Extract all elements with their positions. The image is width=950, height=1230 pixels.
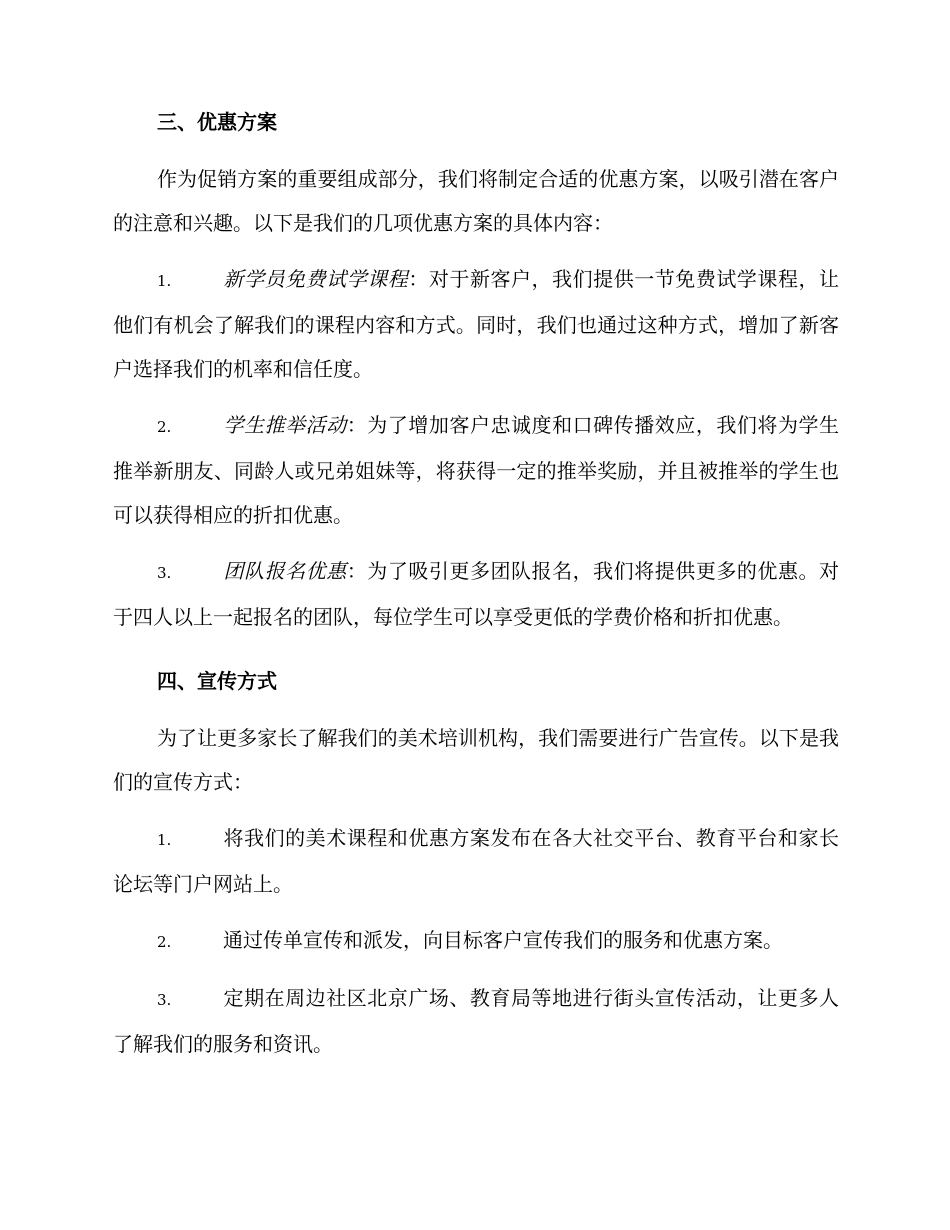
item-title: 团队报名优惠 [223,559,347,583]
section-heading: 三、优惠方案 [157,110,277,134]
item-body: 为了吸引更多团队报名，我们将提供更多的优惠。对于四人以上一起报名的团队，每位学生可以享受更低的学费价格和折扣优惠。 [113,559,840,629]
section-heading: 四、宣传方式 [157,669,277,693]
list-item [113,918,839,964]
list-number: 1. [157,831,172,849]
item-title: 新学员免费试学课程 [223,267,409,291]
list-item [113,549,839,639]
list-number: 2. [157,418,172,436]
item-body: 通过传单宣传和派发，向目标客户宣传我们的服务和优惠方案。 [223,928,783,952]
item-body: 为了增加客户忠诚度和口碑传播效应，我们将为学生推举新朋友、同龄人或兄弟姐妹等，将获得一定的推举奖励，并且被推举的学生也可以获得相应的折扣优惠。 [113,413,840,527]
item-body: 将我们的美术课程和优惠方案发布在各大社交平台、教育平台和家长论坛等门户网站上。 [113,826,839,896]
list-item [113,257,839,391]
document-page [113,106,839,1078]
list-item [113,403,839,537]
section-intro: 为了让更多家长了解我们的美术培训机构，我们需要进行广告宣传。以下是我们的宣传方式： [113,726,839,794]
list-item [113,816,839,906]
list-item [113,976,839,1066]
list-number: 3. [157,564,172,582]
section-intro: 作为促销方案的重要组成部分，我们将制定合适的优惠方案，以吸引潜在客户的注意和兴趣。以下是我们的几项优惠方案的具体内容： [113,167,839,235]
item-separator: ： [346,413,368,437]
list-number: 2. [157,933,172,951]
item-body: 定期在周边社区北京广场、教育局等地进行街头宣传活动，让更多人了解我们的服务和资讯。 [113,986,839,1056]
list-number: 1. [157,272,172,290]
item-separator: ： [408,267,429,291]
item-body: 对于新客户，我们提供一节免费试学课程，让他们有机会了解我们的课程内容和方式。同时，我们也通过这种方式，增加了新客户选择我们的机率和信任度。 [113,267,840,381]
list-number: 3. [157,991,172,1009]
item-separator: ： [346,559,368,583]
item-title: 学生推举活动 [223,413,347,437]
